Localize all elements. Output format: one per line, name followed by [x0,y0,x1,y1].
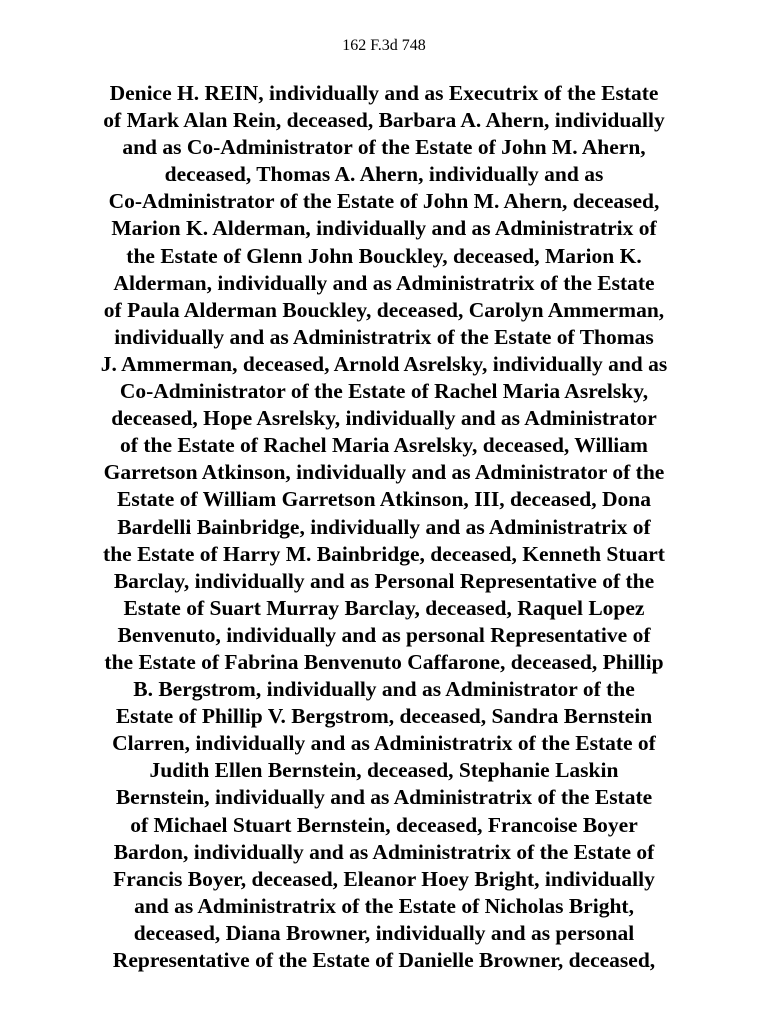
caption-line: individually and as Administratrix of the Estate of Thomas [114,324,654,349]
caption-line: Judith Ellen Bernstein, deceased, Stephanie Laskin [149,758,619,783]
case-citation: 162 F.3d 748 [342,37,426,54]
caption-line: Estate of Suart Murray Barclay, deceased, Raquel Lopez [123,595,645,620]
caption-line: Marion K. Alderman, individually and as Administratrix of [111,216,657,241]
caption-line: deceased, Diana Browner, individually and as personal [133,920,635,945]
caption-line: Bardelli Bainbridge, individually and as Administratrix of [117,514,651,539]
caption-line: and as Administratrix of the Estate of Nicholas Bright, [134,893,634,918]
caption-line: Denice H. REIN, individually and as Executrix of the Estate [109,81,659,105]
caption-line: Co-Administrator of the Estate of Rachel Maria Asrelsky, [119,379,649,404]
caption-line: Alderman, individually and as Administratrix of the Estate [113,270,655,295]
caption-line: the Estate of Harry M. Bainbridge, deceased, Kenneth Stuart [103,541,665,566]
caption-line: of the Estate of Rachel Maria Asrelsky, deceased, William [120,433,648,458]
caption-line: Bardon, individually and as Administratrix of the Estate of [113,839,655,864]
caption-line: J. Ammerman, deceased, Arnold Asrelsky, individually and as [100,351,668,376]
caption-line: Francis Boyer, deceased, Eleanor Hoey Bright, individually [113,866,655,891]
caption-line: Representative of the Estate of Danielle Browner, deceased, [112,948,656,972]
caption-line: Clarren, individually and as Administratrix of the Estate of [112,731,656,756]
caption-line: Garretson Atkinson, individually and as Administrator of the [103,460,665,485]
caption-line: Benvenuto, individually and as personal Representative of [117,622,651,647]
caption-line: Co-Administrator of the Estate of John M. Ahern, deceased, [108,189,660,214]
caption-line: of Michael Stuart Bernstein, deceased, Francoise Boyer [130,812,638,837]
caption-line: deceased, Thomas A. Ahern, individually and as [164,162,604,187]
caption-line: deceased, Hope Asrelsky, individually and as Administrator [111,406,657,431]
caption-line: Bernstein, individually and as Administratrix of the Estate [115,785,653,810]
caption-line: the Estate of Fabrina Benvenuto Caffarone, deceased, Phillip [104,649,664,674]
caption-line: Estate of Phillip V. Bergstrom, deceased, Sandra Bernstein [115,704,653,729]
caption-line: B. Bergstrom, individually and as Administrator of the [133,677,635,702]
case-caption [0,80,768,974]
caption-line: of Mark Alan Rein, deceased, Barbara A. Ahern, individually [103,108,665,133]
caption-line: Estate of William Garretson Atkinson, III, deceased, Dona [117,487,651,512]
caption-line: of Paula Alderman Bouckley, deceased, Carolyn Ammerman, [103,297,665,322]
caption-line: Barclay, individually and as Personal Representative of the [113,568,655,593]
caption-line: and as Co-Administrator of the Estate of John M. Ahern, [122,135,646,160]
caption-line: the Estate of Glenn John Bouckley, deceased, Marion K. [126,243,642,268]
